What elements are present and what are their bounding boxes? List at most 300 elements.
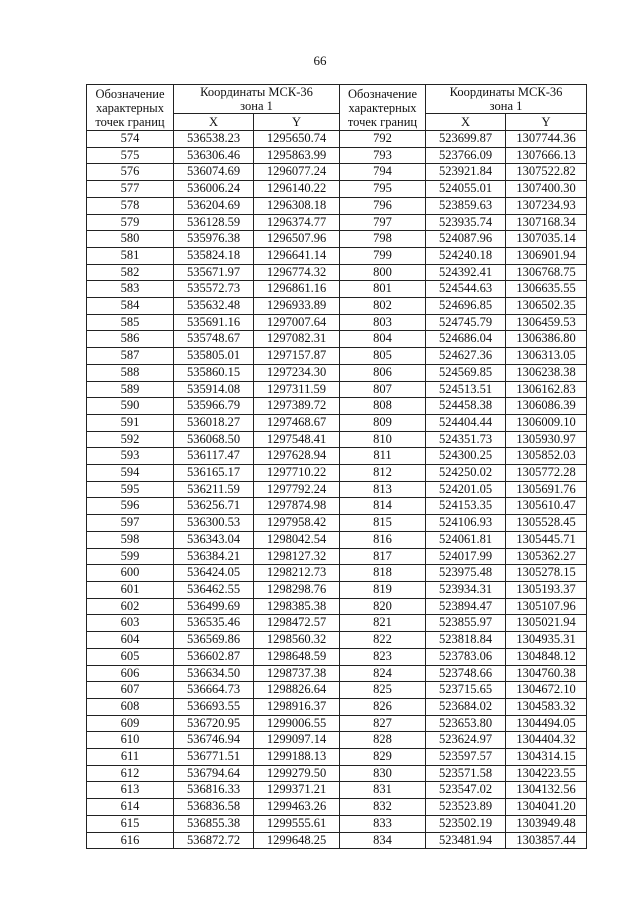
- cell-y-right: 1306238.38: [506, 364, 587, 381]
- cell-y-left: 1298472.57: [254, 615, 340, 632]
- cell-y-right: 1304404.32: [506, 732, 587, 749]
- cell-point-id-right: 821: [340, 615, 426, 632]
- cell-x-right: 523571.58: [426, 765, 506, 782]
- cell-y-right: 1306386.80: [506, 331, 587, 348]
- cell-x-right: 523859.63: [426, 197, 506, 214]
- cell-y-left: 1296861.16: [254, 281, 340, 298]
- cell-point-id-right: 810: [340, 431, 426, 448]
- cell-x-left: 536462.55: [174, 581, 254, 598]
- cell-point-id-right: 823: [340, 648, 426, 665]
- cell-point-id-right: 816: [340, 531, 426, 548]
- cell-x-left: 536306.46: [174, 147, 254, 164]
- cell-y-left: 1299648.25: [254, 832, 340, 849]
- cell-x-left: 536165.17: [174, 465, 254, 482]
- table-row: [87, 298, 587, 315]
- cell-x-left: 536256.71: [174, 498, 254, 515]
- cell-y-right: 1305193.37: [506, 581, 587, 598]
- cell-point-id-right: 808: [340, 398, 426, 415]
- cell-y-right: 1306635.55: [506, 281, 587, 298]
- cell-y-right: 1306459.53: [506, 314, 587, 331]
- cell-x-right: 524458.38: [426, 398, 506, 415]
- cell-point-id-right: 820: [340, 598, 426, 615]
- cell-point-id-left: 582: [87, 264, 174, 281]
- cell-x-right: 524351.73: [426, 431, 506, 448]
- cell-x-right: 523684.02: [426, 698, 506, 715]
- cell-point-id-left: 611: [87, 749, 174, 766]
- cell-point-id-right: 801: [340, 281, 426, 298]
- cell-x-right: 524404.44: [426, 414, 506, 431]
- cell-point-id-left: 596: [87, 498, 174, 515]
- table-row: [87, 765, 587, 782]
- cell-x-right: 524017.99: [426, 548, 506, 565]
- cell-point-id-left: 584: [87, 298, 174, 315]
- cell-x-left: 535966.79: [174, 398, 254, 415]
- cell-point-id-left: 613: [87, 782, 174, 799]
- cell-y-right: 1307666.13: [506, 147, 587, 164]
- cell-point-id-right: 822: [340, 632, 426, 649]
- cell-point-id-left: 600: [87, 565, 174, 582]
- cell-y-right: 1304935.31: [506, 632, 587, 649]
- table-row: [87, 264, 587, 281]
- cell-y-right: 1304494.05: [506, 715, 587, 732]
- cell-x-right: 524392.41: [426, 264, 506, 281]
- cell-x-left: 536128.59: [174, 214, 254, 231]
- cell-point-id-left: 598: [87, 531, 174, 548]
- cell-x-right: 524250.02: [426, 465, 506, 482]
- cell-x-left: 536018.27: [174, 414, 254, 431]
- cell-point-id-left: 615: [87, 815, 174, 832]
- cell-x-left: 535805.01: [174, 348, 254, 365]
- cell-x-right: 523715.65: [426, 682, 506, 699]
- cell-y-left: 1298127.32: [254, 548, 340, 565]
- cell-x-right: 524061.81: [426, 531, 506, 548]
- cell-x-left: 536499.69: [174, 598, 254, 615]
- cell-point-id-left: 612: [87, 765, 174, 782]
- cell-x-right: 523975.48: [426, 565, 506, 582]
- cell-x-right: 523783.06: [426, 648, 506, 665]
- cell-point-id-right: 795: [340, 181, 426, 198]
- cell-point-id-left: 606: [87, 665, 174, 682]
- cell-point-id-left: 593: [87, 448, 174, 465]
- table-row: [87, 749, 587, 766]
- table-row: [87, 598, 587, 615]
- cell-y-left: 1297007.64: [254, 314, 340, 331]
- table-row: [87, 815, 587, 832]
- cell-point-id-right: 832: [340, 799, 426, 816]
- cell-y-right: 1304041.20: [506, 799, 587, 816]
- cell-point-id-right: 809: [340, 414, 426, 431]
- cell-y-right: 1303857.44: [506, 832, 587, 849]
- cell-y-left: 1298916.37: [254, 698, 340, 715]
- cell-x-right: 523934.31: [426, 581, 506, 598]
- cell-point-id-right: 834: [340, 832, 426, 849]
- cell-y-right: 1303949.48: [506, 815, 587, 832]
- cell-point-id-left: 608: [87, 698, 174, 715]
- cell-point-id-right: 811: [340, 448, 426, 465]
- cell-point-id-right: 828: [340, 732, 426, 749]
- table-row: [87, 414, 587, 431]
- y-column-header-right: Y: [506, 114, 587, 131]
- cell-point-id-right: 813: [340, 481, 426, 498]
- cell-y-right: 1304583.32: [506, 698, 587, 715]
- cell-y-left: 1299279.50: [254, 765, 340, 782]
- cell-point-id-right: 799: [340, 247, 426, 264]
- cell-y-left: 1297468.67: [254, 414, 340, 431]
- cell-y-left: 1296077.24: [254, 164, 340, 181]
- cell-point-id-left: 610: [87, 732, 174, 749]
- table-row: [87, 364, 587, 381]
- cell-point-id-left: 588: [87, 364, 174, 381]
- cell-x-right: 523894.47: [426, 598, 506, 615]
- table-row: [87, 214, 587, 231]
- table-row: [87, 131, 587, 148]
- cell-y-right: 1306162.83: [506, 381, 587, 398]
- cell-point-id-left: 607: [87, 682, 174, 699]
- cell-x-right: 524055.01: [426, 181, 506, 198]
- cell-point-id-left: 579: [87, 214, 174, 231]
- cell-x-left: 536693.55: [174, 698, 254, 715]
- cell-point-id-right: 817: [340, 548, 426, 565]
- cell-x-left: 535691.16: [174, 314, 254, 331]
- cell-y-right: 1305021.94: [506, 615, 587, 632]
- cell-y-left: 1298385.38: [254, 598, 340, 615]
- cell-x-left: 536771.51: [174, 749, 254, 766]
- cell-point-id-left: 601: [87, 581, 174, 598]
- cell-y-left: 1295650.74: [254, 131, 340, 148]
- cell-x-right: 523547.02: [426, 782, 506, 799]
- cell-point-id-right: 792: [340, 131, 426, 148]
- cell-point-id-right: 827: [340, 715, 426, 732]
- table-row: [87, 632, 587, 649]
- table-row: [87, 799, 587, 816]
- cell-y-left: 1298737.38: [254, 665, 340, 682]
- cell-y-left: 1296308.18: [254, 197, 340, 214]
- cell-point-id-right: 812: [340, 465, 426, 482]
- cell-x-right: 523855.97: [426, 615, 506, 632]
- cell-y-right: 1305107.96: [506, 598, 587, 615]
- cell-point-id-right: 798: [340, 231, 426, 248]
- cell-point-id-right: 796: [340, 197, 426, 214]
- cell-point-id-left: 580: [87, 231, 174, 248]
- cell-x-left: 536117.47: [174, 448, 254, 465]
- table-row: [87, 698, 587, 715]
- x-column-header-left: X: [174, 114, 254, 131]
- cell-point-id-right: 807: [340, 381, 426, 398]
- cell-x-left: 536006.24: [174, 181, 254, 198]
- cell-point-id-right: 825: [340, 682, 426, 699]
- cell-point-id-left: 592: [87, 431, 174, 448]
- cell-x-right: 523523.89: [426, 799, 506, 816]
- cell-y-left: 1297710.22: [254, 465, 340, 482]
- cell-y-left: 1299188.13: [254, 749, 340, 766]
- cell-point-id-right: 793: [340, 147, 426, 164]
- cell-x-left: 536602.87: [174, 648, 254, 665]
- cell-y-left: 1296374.77: [254, 214, 340, 231]
- cell-x-left: 535572.73: [174, 281, 254, 298]
- cell-y-left: 1296933.89: [254, 298, 340, 315]
- table-row: [87, 498, 587, 515]
- cell-y-left: 1298826.64: [254, 682, 340, 699]
- cell-x-left: 536794.64: [174, 765, 254, 782]
- cell-point-id-right: 830: [340, 765, 426, 782]
- cell-point-id-left: 575: [87, 147, 174, 164]
- cell-y-right: 1307744.36: [506, 131, 587, 148]
- cell-x-left: 536068.50: [174, 431, 254, 448]
- cell-y-left: 1297389.72: [254, 398, 340, 415]
- cell-point-id-left: 602: [87, 598, 174, 615]
- cell-x-right: 524087.96: [426, 231, 506, 248]
- table-row: [87, 732, 587, 749]
- cell-x-right: 524153.35: [426, 498, 506, 515]
- cell-point-id-right: 800: [340, 264, 426, 281]
- cell-y-right: 1306901.94: [506, 247, 587, 264]
- cell-y-left: 1299097.14: [254, 732, 340, 749]
- cell-x-right: 523935.74: [426, 214, 506, 231]
- cell-x-right: 523748.66: [426, 665, 506, 682]
- cell-point-id-left: 597: [87, 515, 174, 532]
- cell-x-left: 536074.69: [174, 164, 254, 181]
- cell-x-right: 524106.93: [426, 515, 506, 532]
- cell-x-left: 536424.05: [174, 565, 254, 582]
- cell-point-id-right: 833: [340, 815, 426, 832]
- cell-x-right: 523699.87: [426, 131, 506, 148]
- table-row: [87, 164, 587, 181]
- cell-y-right: 1304848.12: [506, 648, 587, 665]
- cell-y-right: 1305772.28: [506, 465, 587, 482]
- cell-y-right: 1307522.82: [506, 164, 587, 181]
- cell-y-left: 1297082.31: [254, 331, 340, 348]
- cell-y-right: 1307168.34: [506, 214, 587, 231]
- cell-y-right: 1307234.93: [506, 197, 587, 214]
- cell-point-id-left: 595: [87, 481, 174, 498]
- cell-x-left: 536300.53: [174, 515, 254, 532]
- cell-point-id-right: 814: [340, 498, 426, 515]
- cell-x-left: 536343.04: [174, 531, 254, 548]
- cell-x-right: 524569.85: [426, 364, 506, 381]
- cell-y-right: 1305930.97: [506, 431, 587, 448]
- cell-y-right: 1305691.76: [506, 481, 587, 498]
- cell-x-left: 536746.94: [174, 732, 254, 749]
- cell-y-left: 1297958.42: [254, 515, 340, 532]
- cell-x-right: 523653.80: [426, 715, 506, 732]
- cell-point-id-left: 586: [87, 331, 174, 348]
- cell-x-left: 536569.86: [174, 632, 254, 649]
- table-row: [87, 281, 587, 298]
- cell-point-id-left: 577: [87, 181, 174, 198]
- cell-x-left: 536720.95: [174, 715, 254, 732]
- cell-x-right: 524544.63: [426, 281, 506, 298]
- cell-y-right: 1304314.15: [506, 749, 587, 766]
- cell-x-left: 535748.67: [174, 331, 254, 348]
- cell-y-right: 1305528.45: [506, 515, 587, 532]
- cell-point-id-right: 826: [340, 698, 426, 715]
- cell-point-id-left: 576: [87, 164, 174, 181]
- cell-y-right: 1304132.56: [506, 782, 587, 799]
- cell-y-left: 1297792.24: [254, 481, 340, 498]
- table-row: [87, 648, 587, 665]
- cell-point-id-left: 614: [87, 799, 174, 816]
- cell-y-left: 1297311.59: [254, 381, 340, 398]
- table-row: [87, 348, 587, 365]
- page-number: 66: [313, 53, 327, 68]
- cell-y-left: 1297234.30: [254, 364, 340, 381]
- cell-y-right: 1305362.27: [506, 548, 587, 565]
- table-row: [87, 181, 587, 198]
- table-row: [87, 782, 587, 799]
- cell-y-left: 1295863.99: [254, 147, 340, 164]
- point-label-header-left: Обозначение характерных точек границ: [87, 85, 174, 131]
- cell-y-right: 1306768.75: [506, 264, 587, 281]
- x-column-header-right: X: [426, 114, 506, 131]
- cell-x-left: 536211.59: [174, 481, 254, 498]
- cell-y-left: 1299371.21: [254, 782, 340, 799]
- table-row: [87, 247, 587, 264]
- cell-point-id-left: 587: [87, 348, 174, 365]
- cell-y-right: 1306086.39: [506, 398, 587, 415]
- cell-point-id-left: 589: [87, 381, 174, 398]
- cell-x-right: 524513.51: [426, 381, 506, 398]
- cell-y-right: 1304760.38: [506, 665, 587, 682]
- cell-point-id-right: 815: [340, 515, 426, 532]
- cell-y-left: 1297157.87: [254, 348, 340, 365]
- cell-y-right: 1305278.15: [506, 565, 587, 582]
- cell-x-left: 535914.08: [174, 381, 254, 398]
- cell-point-id-right: 803: [340, 314, 426, 331]
- table-row: [87, 431, 587, 448]
- cell-x-right: 524745.79: [426, 314, 506, 331]
- cell-point-id-right: 818: [340, 565, 426, 582]
- cell-y-right: 1307400.30: [506, 181, 587, 198]
- cell-point-id-right: 819: [340, 581, 426, 598]
- cell-x-left: 536204.69: [174, 197, 254, 214]
- cell-x-left: 535824.18: [174, 247, 254, 264]
- cell-x-right: 524300.25: [426, 448, 506, 465]
- cell-x-right: 524627.36: [426, 348, 506, 365]
- cell-point-id-left: 616: [87, 832, 174, 849]
- table-row: [87, 615, 587, 632]
- cell-y-left: 1297548.41: [254, 431, 340, 448]
- cell-y-left: 1296140.22: [254, 181, 340, 198]
- cell-y-right: 1305445.71: [506, 531, 587, 548]
- table-row: [87, 398, 587, 415]
- cell-point-id-right: 794: [340, 164, 426, 181]
- cell-point-id-left: 574: [87, 131, 174, 148]
- table-row: [87, 581, 587, 598]
- cell-point-id-left: 578: [87, 197, 174, 214]
- cell-x-right: 523597.57: [426, 749, 506, 766]
- cell-y-left: 1297628.94: [254, 448, 340, 465]
- cell-y-right: 1306502.35: [506, 298, 587, 315]
- cell-point-id-left: 603: [87, 615, 174, 632]
- cell-y-right: 1304223.55: [506, 765, 587, 782]
- point-label-header-right: Обозначение характерных точек границ: [340, 85, 426, 131]
- table-row: [87, 548, 587, 565]
- cell-point-id-left: 605: [87, 648, 174, 665]
- cell-x-left: 536855.38: [174, 815, 254, 832]
- table-body: [87, 131, 587, 849]
- cell-x-right: 524686.04: [426, 331, 506, 348]
- cell-x-left: 535632.48: [174, 298, 254, 315]
- cell-x-left: 535671.97: [174, 264, 254, 281]
- table-row: [87, 715, 587, 732]
- table-row: [87, 682, 587, 699]
- y-column-header-left: Y: [254, 114, 340, 131]
- cell-y-right: 1304672.10: [506, 682, 587, 699]
- cell-point-id-right: 805: [340, 348, 426, 365]
- cell-y-right: 1306009.10: [506, 414, 587, 431]
- table-row: [87, 832, 587, 849]
- coords-label-header-right: Координаты МСК-36 зона 1: [426, 85, 587, 114]
- cell-y-left: 1298648.59: [254, 648, 340, 665]
- cell-x-right: 523624.97: [426, 732, 506, 749]
- cell-point-id-left: 581: [87, 247, 174, 264]
- table-row: [87, 565, 587, 582]
- cell-x-left: 536535.46: [174, 615, 254, 632]
- cell-y-left: 1299463.26: [254, 799, 340, 816]
- cell-x-left: 535860.15: [174, 364, 254, 381]
- table-row: [87, 531, 587, 548]
- table-row: [87, 515, 587, 532]
- cell-x-right: 524201.05: [426, 481, 506, 498]
- table-row: [87, 147, 587, 164]
- cell-point-id-left: 591: [87, 414, 174, 431]
- cell-point-id-left: 604: [87, 632, 174, 649]
- cell-x-right: 524696.85: [426, 298, 506, 315]
- cell-x-left: 535976.38: [174, 231, 254, 248]
- coords-label-header-left: Координаты МСК-36 зона 1: [174, 85, 340, 114]
- cell-y-left: 1298212.73: [254, 565, 340, 582]
- cell-x-left: 536384.21: [174, 548, 254, 565]
- table-row: [87, 448, 587, 465]
- cell-x-right: 524240.18: [426, 247, 506, 264]
- table-row: [87, 381, 587, 398]
- cell-x-right: 523481.94: [426, 832, 506, 849]
- cell-x-right: 523766.09: [426, 147, 506, 164]
- cell-y-left: 1299006.55: [254, 715, 340, 732]
- cell-x-right: 523921.84: [426, 164, 506, 181]
- cell-x-left: 536538.23: [174, 131, 254, 148]
- cell-y-left: 1297874.98: [254, 498, 340, 515]
- cell-point-id-right: 824: [340, 665, 426, 682]
- cell-y-left: 1296641.14: [254, 247, 340, 264]
- cell-x-left: 536634.50: [174, 665, 254, 682]
- cell-point-id-left: 599: [87, 548, 174, 565]
- cell-point-id-left: 583: [87, 281, 174, 298]
- cell-x-left: 536872.72: [174, 832, 254, 849]
- table-row: [87, 665, 587, 682]
- cell-y-left: 1298042.54: [254, 531, 340, 548]
- cell-point-id-right: 797: [340, 214, 426, 231]
- table-row: [87, 481, 587, 498]
- cell-y-right: 1305852.03: [506, 448, 587, 465]
- cell-y-left: 1296507.96: [254, 231, 340, 248]
- cell-point-id-right: 829: [340, 749, 426, 766]
- table-row: [87, 331, 587, 348]
- coordinates-table: [86, 84, 587, 849]
- cell-point-id-left: 585: [87, 314, 174, 331]
- cell-x-right: 523502.19: [426, 815, 506, 832]
- cell-y-left: 1296774.32: [254, 264, 340, 281]
- table-row: [87, 197, 587, 214]
- cell-x-left: 536816.33: [174, 782, 254, 799]
- cell-y-right: 1306313.05: [506, 348, 587, 365]
- cell-x-left: 536836.58: [174, 799, 254, 816]
- cell-point-id-left: 590: [87, 398, 174, 415]
- cell-x-right: 523818.84: [426, 632, 506, 649]
- cell-x-left: 536664.73: [174, 682, 254, 699]
- cell-y-right: 1307035.14: [506, 231, 587, 248]
- cell-point-id-left: 594: [87, 465, 174, 482]
